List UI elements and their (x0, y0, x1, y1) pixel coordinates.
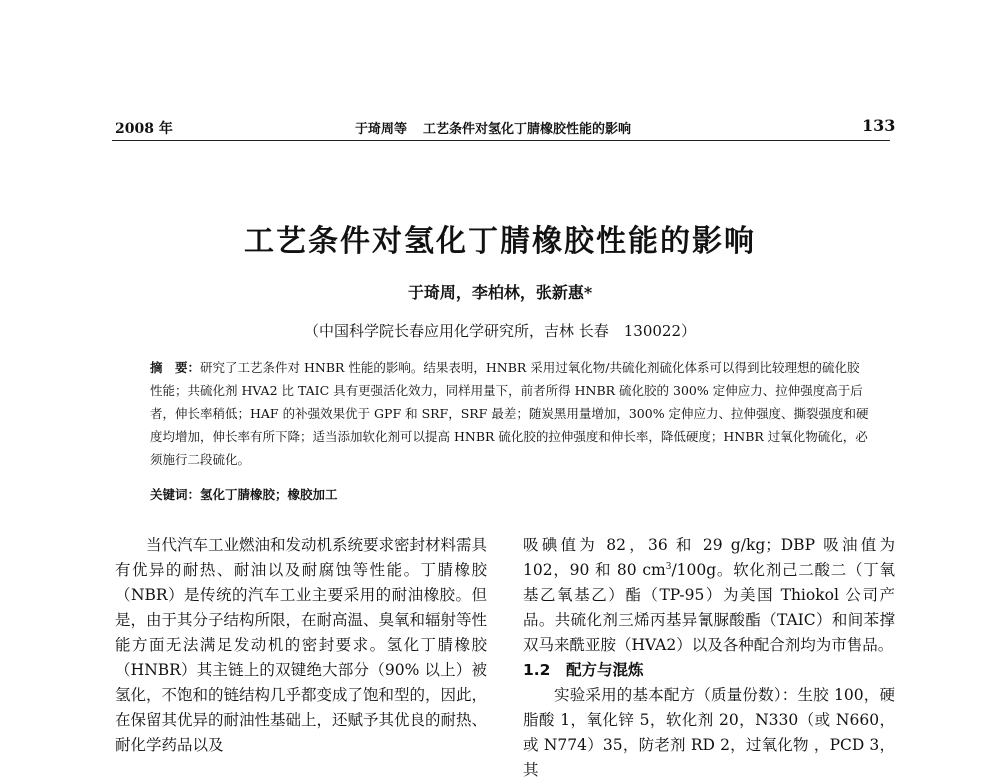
paragraph-text: 吸碘值为 82，36 和 29 g/kg；DBP 吸油值为 102，90 和 80 cm (523, 536, 895, 579)
abstract-label: 摘 要： (150, 360, 201, 375)
running-header-title (355, 118, 631, 137)
body-paragraph (523, 533, 895, 658)
affiliation: （中国科学院长春应用化学研究所，吉林 长春 130022） (303, 322, 697, 340)
authors: 于琦周，李柏林，张新惠* (407, 283, 593, 302)
abstract-text: 研究了工艺条件对 HNBR 性能的影响。结果表明，HNBR 采用过氧化物/共硫化剂硫化体系可以得到比较理想的硫化胶性能；共硫化剂 HVA2 比 TAIC 具有更强活化效力，同样用量下，前者所得 HNBR 硫化胶的 300% 定伸应力、拉伸强度高于后者，伸长率稍低；HAF 的补强效果优于 GPF 和 SRF，SRF 最差；随炭黑用量增加，300% 定伸应力、拉伸强度、撕裂强度和硬度均增加，伸长率有所下降；适当添加软化剂可以提高 HNBR 硫化胶的拉伸强度和伸长率，降低硬度；HNBR 过氧化物硫化，必须施行二段硫化。 (150, 360, 869, 467)
article-title: 工艺条件对氢化丁腈橡胶性能的影响 (244, 224, 756, 259)
page-number: 133 (862, 116, 896, 135)
abstract (150, 356, 870, 471)
section-title: 配方与混炼 (565, 661, 644, 679)
superscript: 3 (665, 561, 672, 572)
section-number: 1.2 (523, 661, 551, 679)
keywords-text: 氢化丁腈橡胶；橡胶加工 (200, 487, 338, 502)
body-column-left (115, 533, 487, 758)
keywords (150, 485, 338, 503)
section-heading (523, 658, 895, 683)
body-column-right (523, 533, 895, 783)
running-header-authors: 于琦周等 (355, 122, 408, 137)
running-header-article-title: 工艺条件对氢化丁腈橡胶性能的影响 (423, 122, 632, 137)
paragraph-text: /100g。软化剂己二酸二（丁氧基乙氧基乙）酯（TP-95）为美国 Thiokol 公司产品。共硫化剂三烯丙基异氰脲酸酯（TAIC）和间苯撑双马来酰亚胺（HVA2）以及各种配合剂均为市售品。 (523, 561, 895, 654)
body-paragraph: 实验采用的基本配方（质量份数）：生胶 100，硬脂酸 1，氧化锌 5，软化剂 20，N330（或 N660，或 N774）35，防老剂 RD 2，过氧化物 ，PCD 3，其 (523, 686, 895, 779)
body-paragraph: 当代汽车工业燃油和发动机系统要求密封材料需具有优异的耐热、耐油以及耐腐蚀等性能。丁腈橡胶（NBR）是传统的汽车工业主要采用的耐油橡胶。但是，由于其分子结构所限，在耐高温、臭氧和辐射等性能方面无法满足发动机的密封要求。氢化丁腈橡胶（HNBR）其主链上的双键绝大部分（90% 以上）被氢化，不饱和的链结构几乎都变成了饱和型的，因此，在保留其优异的耐油性基础上，还赋予其优良的耐热、耐化学药品以及 (115, 536, 488, 754)
keywords-label: 关键词： (150, 487, 201, 502)
running-header-year: 2008 年 (115, 121, 173, 137)
header-divider (112, 140, 890, 141)
